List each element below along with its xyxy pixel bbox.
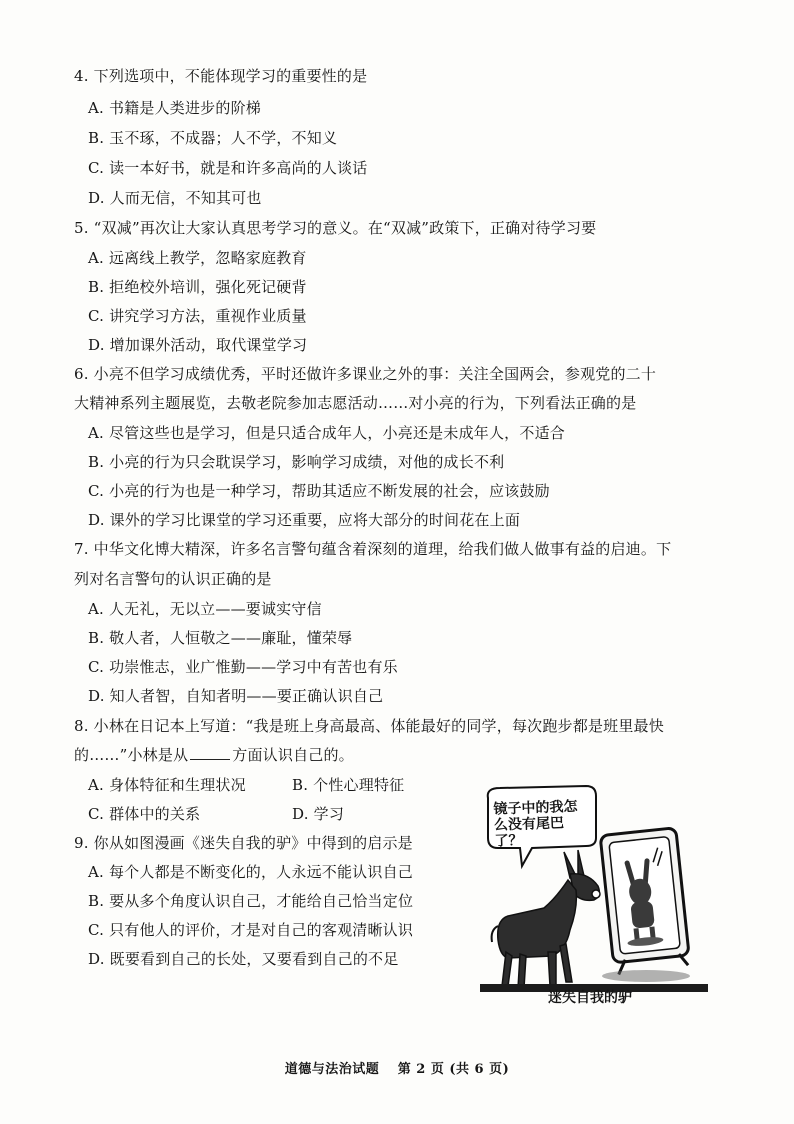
question-6-option-b: B. 小亮的行为只会耽误学习，影响学习成绩，对他的成长不利 (88, 453, 505, 471)
question-6-option-d: D. 课外的学习比课堂的学习还重要，应将大部分的时间花在上面 (88, 511, 521, 529)
question-6-stem-line2: 大精神系列主题展览，去敬老院参加志愿活动……对小亮的行为，下列看法正确的是 (74, 394, 637, 412)
question-5-option-a: A. 远离线上教学，忽略家庭教育 (88, 249, 307, 267)
question-9-option-b: B. 要从多个角度认识自己，才能给自己恰当定位 (88, 892, 414, 910)
question-8-option-c: C. 群体中的关系 (88, 805, 201, 823)
question-7-option-a: A. 人无礼，无以立——要诚实守信 (88, 600, 322, 618)
question-4-option-d: D. 人而无信，不知其可也 (88, 189, 262, 207)
question-6-option-c: C. 小亮的行为也是一种学习，帮助其适应不断发展的社会，应该鼓励 (88, 482, 550, 500)
mirror (600, 828, 690, 975)
cartoon-caption: 迷失自我的驴 (548, 990, 632, 1006)
question-9-option-a: A. 每个人都是不断变化的，人永远不能认识自己 (88, 863, 413, 881)
question-7-option-c: C. 功崇惟志，业广惟勤——学习中有苦也有乐 (88, 658, 398, 676)
question-6-option-a: A. 尽管这些也是学习，但是只适合成年人，小亮还是未成年人，不适合 (88, 424, 565, 442)
question-7-option-b: B. 敬人者，人恒敬之——廉耻，懂荣辱 (88, 629, 353, 647)
question-8-option-b: B. 个性心理特征 (292, 776, 405, 794)
question-8-stem-pre: 的……”小林是从 (74, 746, 189, 764)
question-4-option-c: C. 读一本好书，就是和许多高尚的人谈话 (88, 159, 368, 177)
question-7-stem-line2: 列对名言警句的认识正确的是 (74, 570, 272, 588)
question-8-option-d: D. 学习 (292, 805, 345, 823)
question-8-stem-post: 方面认识自己的。 (232, 746, 354, 764)
question-7-stem: 7. 中华文化博大精深，许多名言警句蕴含着深刻的道理，给我们做人做事有益的启迪。下 (74, 540, 672, 558)
question-9-option-d: D. 既要看到自己的长处，又要看到自己的不足 (88, 950, 399, 968)
question-4-stem: 4. 下列选项中，不能体现学习的重要性的是 (74, 67, 368, 85)
question-5-option-d: D. 增加课外活动，取代课堂学习 (88, 336, 308, 354)
question-6-stem: 6. 小亮不但学习成绩优秀，平时还做许多课业之外的事：关注全国两会，参观党的二十 (74, 365, 657, 383)
question-4-option-a: A. 书籍是人类进步的阶梯 (88, 99, 261, 117)
question-9-stem: 9. 你从如图漫画《迷失自我的驴》中得到的启示是 (74, 834, 413, 852)
answer-blank (190, 745, 230, 760)
question-8-stem: 8. 小林在日记本上写道：“我是班上身高最高、体能最好的同学，每次跑步都是班里最快 (74, 717, 664, 735)
question-8-option-a: A. 身体特征和生理状况 (88, 776, 246, 794)
question-5-option-c: C. 讲究学习方法，重视作业质量 (88, 307, 307, 325)
question-7-option-d: D. 知人者智，自知者明——要正确认识自己 (88, 687, 384, 705)
question-4-option-b: B. 玉不琢，不成器；人不学，不知义 (88, 129, 338, 147)
question-8-stem-line2 (74, 745, 354, 765)
donkey (492, 850, 600, 988)
question-5-option-b: B. 拒绝校外培训，强化死记硬背 (88, 278, 307, 296)
question-9-option-c: C. 只有他人的评价，才是对自己的客观清晰认识 (88, 921, 414, 939)
question-5-stem: 5. “双减”再次让大家认真思考学习的意义。在“双减”政策下，正确对待学习要 (74, 219, 597, 237)
page-footer: 道德与法治试题 第 2 页 (共 6 页) (284, 1062, 510, 1077)
speech-bubble-text: 镜子中的我怎么没有尾巴了？ (493, 798, 578, 850)
